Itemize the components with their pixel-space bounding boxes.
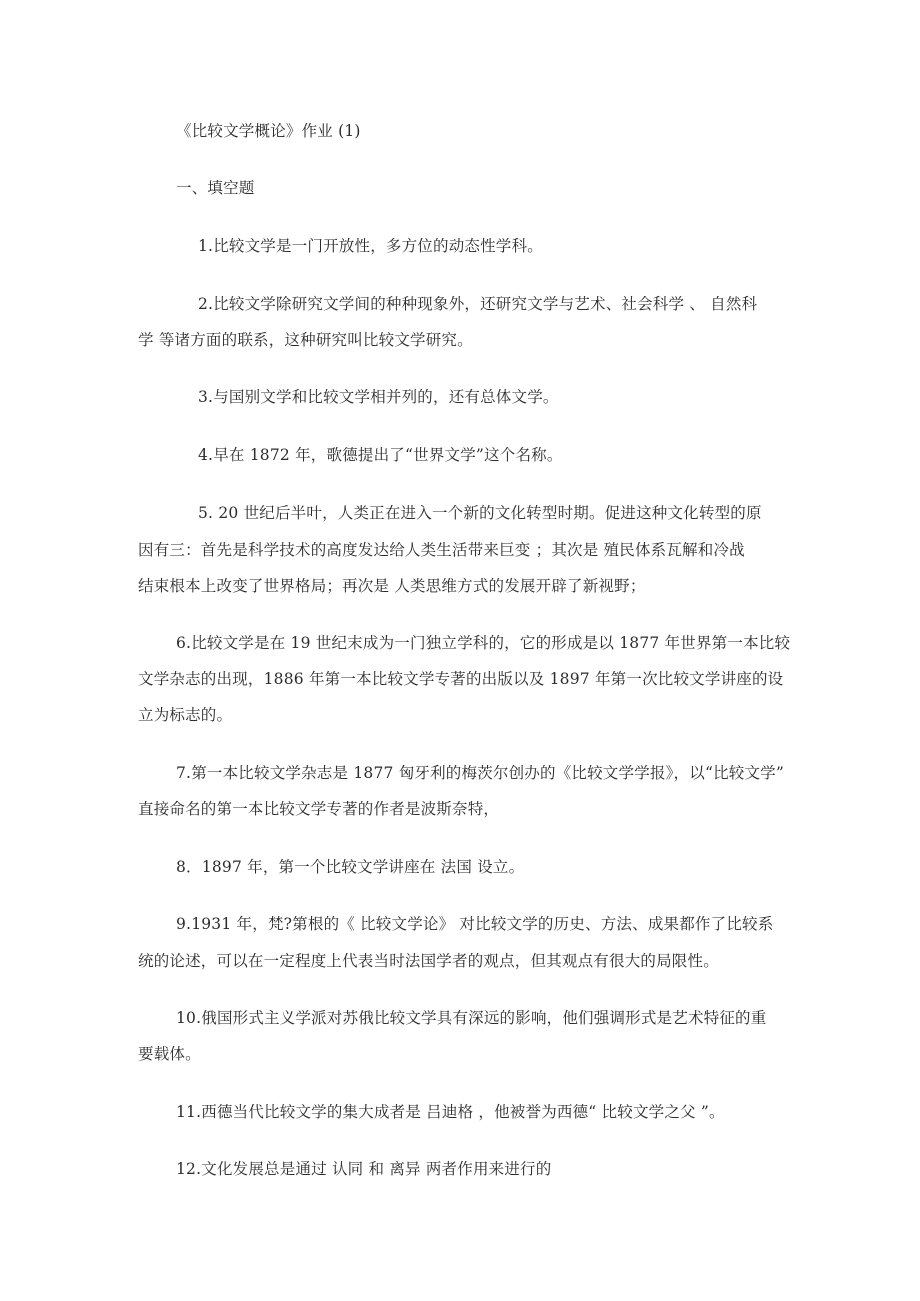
paragraph-line: 10.俄国形式主义学派对苏俄比较文学具有深远的影响，他们强调形式是艺术特征的重 [176, 1009, 767, 1027]
paragraph-line: 要载体。 [138, 1045, 201, 1063]
paragraph-line: 直接命名的第一本比较文学专著的作者是波斯奈特， [138, 800, 500, 818]
paragraph-line: 8．1897 年，第一个比较文学讲座在 法国 设立。 [176, 858, 525, 876]
paragraph-line: 结束根本上改变了世界格局；再次是 人类思维方式的发展开辟了新视野； [138, 577, 646, 595]
paragraph-line: 1.比较文学是一门开放性，多方位的动态性学科。 [198, 237, 543, 255]
paragraph-line: 因有三：首先是科学技术的高度发达给人类生活带来巨变 ；其次是 殖民体系瓦解和冷战 [138, 541, 745, 559]
paragraph-line: 5. 20 世纪后半叶，人类正在进入一个新的文化转型时期。促进这种文化转型的原 [198, 504, 762, 522]
paragraph-line: 11.西德当代比较文学的集大成者是 吕迪格 ，他被誉为西德“ 比较文学之父 ”。 [176, 1103, 725, 1121]
paragraph-line: 3.与国别文学和比较文学相并列的，还有总体文学。 [198, 388, 559, 406]
paragraph-line: 文学杂志的出现，1886 年第一本比较文学专著的出版以及 1897 年第一次比较文学讲座的设 [138, 670, 784, 688]
paragraph-line: 7.第一本比较文学杂志是 1877 匈牙利的梅茨尔创办的《比较文学学报》，以“比较文学” [176, 764, 784, 782]
paragraph-line: 学 等诸方面的联系，这种研究叫比较文学研究。 [138, 331, 473, 349]
paragraph-line: 9.1931 年，梵?第根的《 比较文学论》 对比较文学的历史、方法、成果都作了比较系 [176, 915, 774, 933]
section-heading: 一、填空题 [176, 179, 255, 197]
paragraph-line: 立为标志的。 [138, 706, 233, 724]
paragraph-line: 4.早在 1872 年，歌德提出了“世界文学”这个名称。 [198, 446, 563, 464]
paragraph-line: 6.比较文学是在 19 世纪末成为一门独立学科的，它的形成是以 1877 年世界第一本比较 [176, 634, 791, 652]
paragraph-line: 2.比较文学除研究文学间的种种现象外，还研究文学与艺术、社会科学 、 自然科 [198, 295, 758, 313]
paragraph-line: 统的论述，可以在一定程度上代表当时法国学者的观点，但其观点有很大的局限性。 [138, 952, 719, 970]
paragraph-line: 12.文化发展总是通过 认同 和 离异 两者作用来进行的 [176, 1160, 552, 1178]
document-title: 《比较文学概论》作业 (1) [176, 122, 361, 140]
